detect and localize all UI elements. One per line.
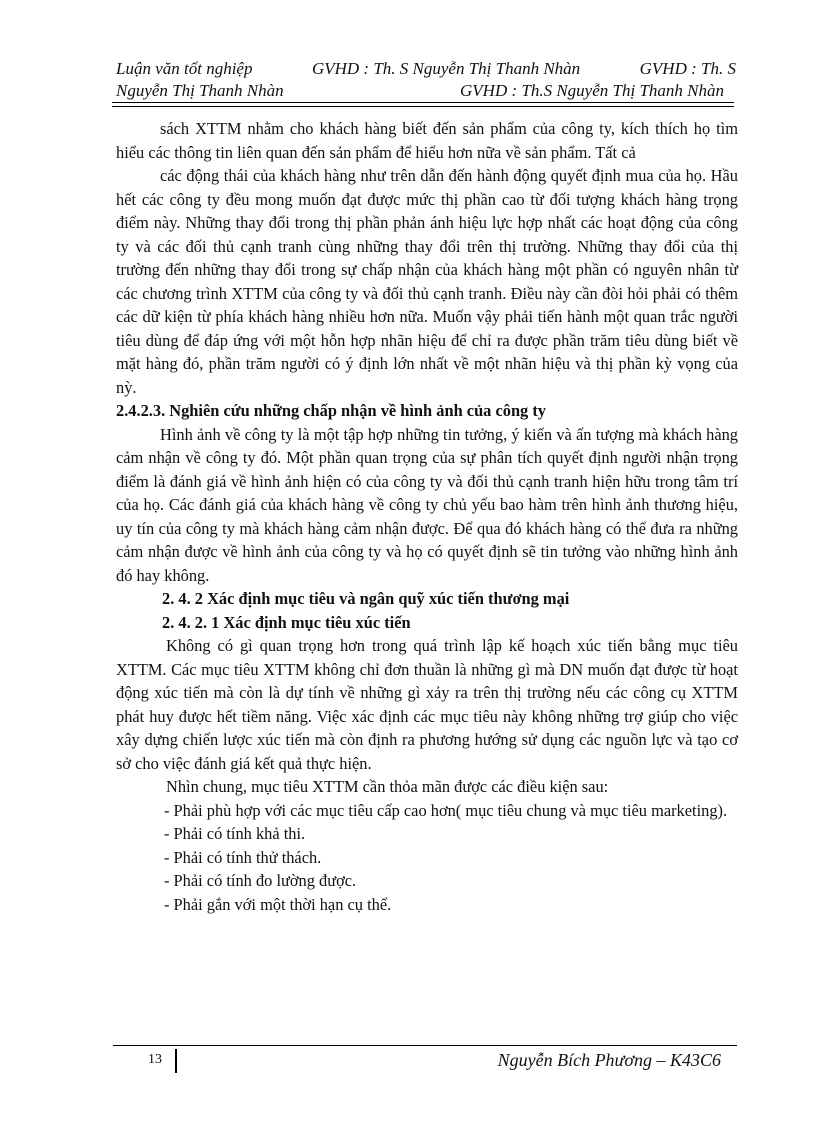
header-line-1: [116, 58, 736, 80]
paragraph-5: Nhìn chung, mục tiêu XTTM cần thỏa mãn được các điều kiện sau:: [166, 777, 609, 796]
bullet-item: - Phải phù hợp với các mục tiêu cấp cao hơn( mục tiêu chung và mục tiêu marketing).: [164, 800, 728, 820]
footer-author: Nguyễn Bích Phương – K43C6: [497, 1050, 721, 1070]
heading-2-4-2-3: 2.4.2.3. Nghiên cứu những chấp nhận về hình ảnh của công ty: [116, 401, 547, 420]
heading-2-4-2: 2. 4. 2 Xác định mục tiêu và ngân quỹ xúc tiến thương mại: [162, 589, 570, 608]
header-advisor-2-end: Nguyễn Thị Thanh Nhàn: [116, 81, 284, 100]
header-thesis-label: Luận văn tốt nghiệp: [116, 59, 253, 78]
paragraph-4: Không có gì quan trọng hơn trong quá trình lập kế hoạch xúc tiến bằng mục tiêu XTTM. Các mục tiêu XTTM không chỉ đơn thuần là những gì mà DN muốn đạt được từ hoạt động xúc tiến mà còn là dự tính về những gì xảy ra trên thị trường nếu các công cụ XTTM phát huy được hết tiềm năng. Việc xác định các mục tiêu này không những trợ giúp cho việc xây dựng chiến lược xúc tiến mà còn định ra phương hướng sử dụng các nguồn lực và tạo cơ sở cho việc đánh giá kết quả thực hiện.: [116, 636, 738, 773]
header-advisor-3: GVHD : Th.S Nguyễn Thị Thanh Nhàn: [460, 81, 724, 100]
heading-2-4-2-1: 2. 4. 2. 1 Xác định mục tiêu xúc tiến: [162, 612, 411, 632]
header-advisor-2-start: GVHD : Th. S: [639, 59, 736, 78]
paragraph-3: Hình ảnh về công ty là một tập hợp những tin tưởng, ý kiến và ấn tượng mà khách hàng cảm nhận về công ty đó. Một phần quan trọng của sự phân tích quyết định người nhận trọng điểm là đánh giá về hình ảnh hiện có của công ty và đối thủ cạnh tranh hiện hữu trong tâm trí của họ. Các đánh giá của khách hàng về công ty chủ yếu bao hàm trên hình ảnh thương hiệu, uy tín của công ty mà khách hàng cảm nhận được. Để qua đó khách hàng có thể đưa ra những cảm nhận được về hình ảnh của công ty và họ có quyết định sẽ tin tưởng vào những hình ảnh đó hay không.: [116, 424, 738, 585]
page-body: [116, 117, 738, 916]
footer-rule: [113, 1045, 737, 1046]
footer-divider: [175, 1049, 177, 1073]
header-line-2: [116, 80, 736, 102]
bullet-item: - Phải có tính đo lường được.: [164, 871, 357, 890]
header-advisor-1: GVHD : Th. S Nguyễn Thị Thanh Nhàn: [311, 59, 581, 78]
paragraph-2: các động thái của khách hàng như trên dẫn đến hành động quyết định mua của họ. Hầu hết các công ty đều mong muốn đạt được mức thị phần cao từ đối tượng khách hàng trọng điểm này. Những thay đổi trong thị phần phản ánh hiệu lực hợp nhất các hoạt động của công ty và các đối thủ cạnh tranh cùng những thay đổi trên thị trường. Những thay đổi của thị trường đến những thay đổi trong sự chấp nhận của khách hàng một phần có nguyên nhân từ các chương trình XTTM của công ty và đối thủ cạnh tranh. Điều này cần đòi hỏi phải có thêm các dữ kiện từ phía khách hàng nhiều hơn nữa. Muốn vậy phải tiến hành một quan trắc người tiêu dùng để đáp ứng với một hỗn hợp nhãn hiệu để chỉ ra được phần trăm tiêu dùng biết về mặt hàng đó, phần trăm người có ý định lớn nhất về một nhãn hiệu và thị phần kỳ vọng của nỳ.: [116, 166, 738, 397]
page-number: 13: [148, 1052, 162, 1067]
header-rule-thin: [112, 106, 734, 107]
page-header: [116, 58, 736, 102]
bullet-item: - Phải có tính khả thi.: [164, 824, 306, 843]
bullet-item: - Phải có tính thử thách.: [164, 847, 322, 867]
bullet-item: - Phải gắn với một thời hạn cụ thể.: [164, 894, 392, 914]
paragraph-1: sách XTTM nhằm cho khách hàng biết đến sản phẩm của công ty, kích thích họ tìm hiểu các thông tin liên quan đến sản phẩm để hiểu hơn nữa về sản phẩm. Tất cả: [116, 119, 738, 162]
header-rule-thick: [112, 102, 734, 103]
